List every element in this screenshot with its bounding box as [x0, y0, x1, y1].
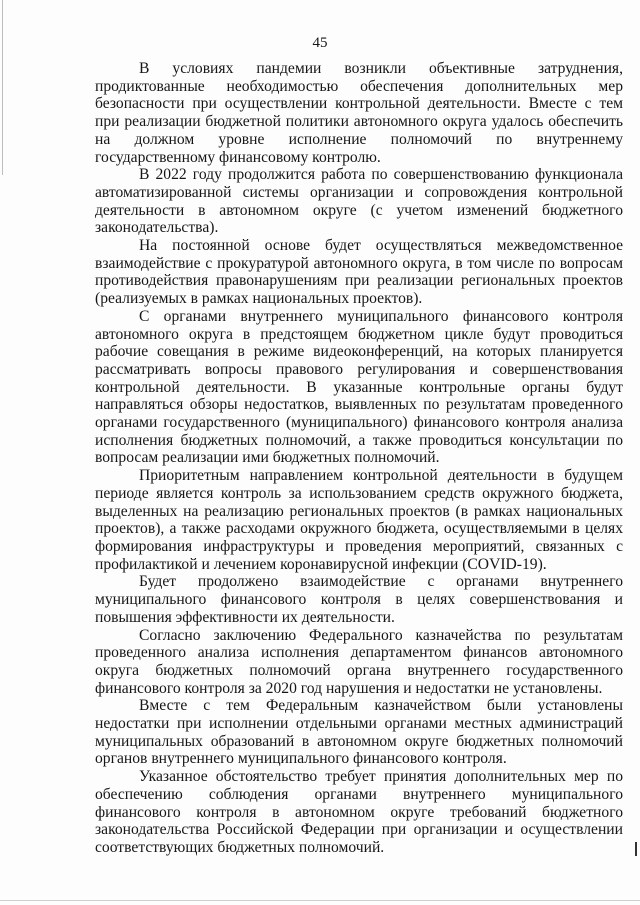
paragraph-automated-system-2022: В 2022 году продолжится работа по совершенствованию функционала автоматизированной системы организации и сопровождения контрольной деятельности в автономном округе (с учетом изменений бюджетного законодательства).	[95, 166, 623, 237]
paragraph-pandemic-difficulties: В условиях пандемии возникли объективные затруднения, продиктованные необходимостью обеспечения дополнительных мер безопасности при осуществлении контрольной деятельности. Вместе с тем при реализации бюджетной политики автономного округа удалось обеспечить на должном уровне исполнение полномочий по внутреннему государственному финансовому контролю.	[95, 60, 623, 166]
paragraph-additional-measures: Указанное обстоятельство требует принятия дополнительных мер по обеспечению соблюдения органами внутреннего муниципального финансового контроля в автономном округе требований бюджетного законодательства Российской Федерации при организации и осуществлении соответствующих бюджетных полномочий.	[95, 768, 623, 856]
scan-edge-mark	[635, 842, 637, 856]
paragraph-priority-direction: Приоритетным направлением контрольной деятельности в будущем периоде является контроль за использованием средств окружного бюджета, выделенных на реализацию региональных проектов (в рамках национальных проектов), а также расходами окружного бюджета, осуществляемыми в целях формирования инфраструктуры и проведения мероприятий, связанных с профилактикой и лечением коронавирусной инфекции (COVID-19).	[95, 467, 623, 573]
scan-bottom-edge	[0, 900, 640, 901]
scan-edge-line	[2, 0, 3, 175]
paragraph-treasury-deficiencies: Вместе с тем Федеральным казначейством были установлены недостатки при исполнении отдельными органами местных администраций муниципальных образований в автономном округе бюджетных полномочий органов внутреннего муниципального финансового контроля.	[95, 697, 623, 768]
paragraph-prosecutor-cooperation: На постоянной основе будет осуществляться межведомственное взаимодействие с прокуратурой автономного округа, в том числе по вопросам противодействия правонарушениям при реализации региональных проектов (реализуемых в рамках национальных проектов).	[95, 237, 623, 308]
paragraph-municipal-control-meetings: С органами внутреннего муниципального финансового контроля автономного округа в предстоящем бюджетном цикле будут проводиться рабочие совещания в режиме видеоконференций, на которых планируется рассматривать вопросы правового регулирования и совершенствования контрольной деятельности. В указанные контрольные органы будут направляться обзоры недостатков, выявленных по результатам проведенного органами государственного (муниципального) финансового контроля анализа исполнения бюджетных полномочий, а также проводиться консультации по вопросам реализации ими бюджетных полномочий.	[95, 307, 623, 467]
paragraph-treasury-conclusion: Согласно заключению Федерального казначейства по результатам проведенного анализа исполнения департаментом финансов автономного округа бюджетных полномочий органа внутреннего государственного финансового контроля за 2020 год нарушения и недостатки не установлены.	[95, 626, 623, 697]
page-number: 45	[312, 35, 328, 51]
document-body	[95, 60, 623, 857]
paragraph-continued-cooperation: Будет продолжено взаимодействие с органами внутреннего муниципального финансового контроля в целях совершенствования и повышения эффективности их деятельности.	[95, 573, 623, 626]
